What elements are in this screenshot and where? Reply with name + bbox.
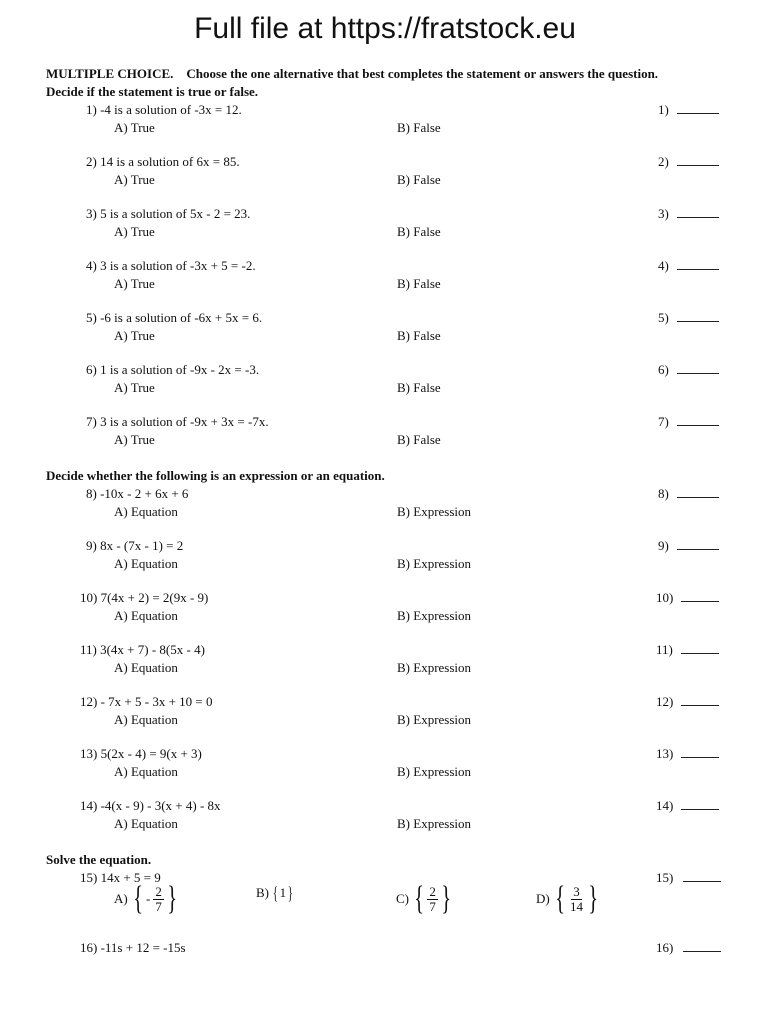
choice-b[interactable]: B) False [397,328,441,343]
choice-a[interactable]: A) True [114,172,155,187]
left-brace-icon: { [132,880,143,917]
answer-blank[interactable] [681,747,719,758]
choice-a[interactable]: A) True [114,276,155,291]
choice-b[interactable]: B) Expression [397,556,472,571]
answer-slot [658,102,719,118]
answer-blank[interactable] [677,363,719,374]
answer-blank[interactable] [681,799,719,810]
answer-number: 3) [658,206,669,221]
answer-slot [656,694,719,710]
choice-b[interactable]: B) Expression [397,608,472,623]
right-brace-icon: } [287,883,294,903]
answer-blank[interactable] [681,643,719,654]
question-text: 9) 8x - (7x - 1) = 2 [86,538,184,553]
fraction [568,885,585,914]
answer-number: 1) [658,102,669,117]
question-text: 11) 3(4x + 7) - 8(5x - 4) [80,642,205,657]
answer-slot [658,310,719,326]
denominator: 7 [429,898,436,914]
answer-blank[interactable] [677,259,719,270]
answer-slot [658,258,719,274]
question-text: 8) -10x - 2 + 6x + 6 [86,486,189,501]
answer-slot [656,940,721,956]
choice-value: 1 [279,885,287,900]
answer-slot [658,362,719,378]
answer-blank[interactable] [677,539,719,550]
denominator: 14 [570,898,584,914]
choice-b[interactable]: B) False [397,120,441,135]
answer-slot [656,642,719,658]
answer-number: 5) [658,310,669,325]
denominator: 7 [155,898,162,914]
answer-slot [656,590,719,606]
answer-blank[interactable] [677,311,719,322]
choice-a[interactable]: A) Equation [114,712,178,727]
left-brace-icon: { [554,880,565,917]
answer-number: 12) [656,694,674,709]
choice-a[interactable]: A) Equation [114,608,178,623]
answer-number: 4) [658,258,669,273]
choice-d[interactable] [536,882,601,916]
choice-a[interactable] [114,882,180,916]
question-text: 12) - 7x + 5 - 3x + 10 = 0 [80,694,213,709]
numerator: 2 [429,883,436,899]
choice-label: D) [536,891,550,906]
answer-number: 10) [656,590,674,605]
right-brace-icon: } [588,880,599,917]
question-text: 10) 7(4x + 2) = 2(9x - 9) [80,590,209,605]
choice-b[interactable] [256,884,295,902]
right-brace-icon: } [441,880,451,917]
numerator: 2 [155,883,162,899]
answer-slot [656,870,721,886]
choice-a[interactable]: A) True [114,224,155,239]
numerator: 3 [573,883,580,899]
choice-a[interactable]: A) True [114,328,155,343]
answer-blank[interactable] [683,941,721,952]
answer-slot [656,798,719,814]
choice-label: C) [396,891,409,906]
question-text: 14) -4(x - 9) - 3(x + 4) - 8x [80,798,221,813]
answer-number: 15) [656,870,674,885]
choice-label: B) [256,885,269,900]
choice-b[interactable]: B) False [397,276,441,291]
right-brace-icon: } [167,880,177,917]
answer-blank[interactable] [677,487,719,498]
answer-slot [658,414,719,430]
question-text: 2) 14 is a solution of 6x = 85. [86,154,240,169]
answer-blank[interactable] [677,155,719,166]
choice-a[interactable]: A) True [114,432,155,447]
answer-number: 13) [656,746,674,761]
choice-b[interactable]: B) Expression [397,816,472,831]
answer-slot [658,206,719,222]
question-text: 13) 5(2x - 4) = 9(x + 3) [80,746,202,761]
choice-b[interactable]: B) Expression [397,712,472,727]
answer-slot [658,486,719,502]
choice-a[interactable]: A) Equation [114,660,178,675]
section-heading-expression-equation: Decide whether the following is an expression or an equation. [46,468,385,483]
choice-b[interactable]: B) Expression [397,764,472,779]
answer-slot [658,538,719,554]
choice-a[interactable]: A) Equation [114,504,178,519]
answer-blank[interactable] [677,103,719,114]
choice-b[interactable]: B) Expression [397,660,472,675]
choice-c[interactable] [396,882,454,916]
choice-a[interactable]: A) True [114,120,155,135]
fraction [427,885,438,914]
answer-blank[interactable] [683,871,721,882]
choice-b[interactable]: B) False [397,172,441,187]
choice-a[interactable]: A) Equation [114,816,178,831]
choice-b[interactable]: B) False [397,432,441,447]
instructions-label: MULTIPLE CHOICE. [46,66,174,81]
answer-number: 16) [656,940,674,955]
answer-number: 6) [658,362,669,377]
question-text: 15) 14x + 5 = 9 [80,870,161,885]
answer-blank[interactable] [681,591,719,602]
minus-sign: - [146,891,151,906]
question-text: 16) -11s + 12 = -15s [80,940,186,955]
source-banner: Full file at https://fratstock.eu [194,12,576,45]
question-text: 7) 3 is a solution of -9x + 3x = -7x. [86,414,269,429]
question-text: 4) 3 is a solution of -3x + 5 = -2. [86,258,256,273]
choice-label: A) [114,891,128,906]
instructions-text: Choose the one alternative that best completes the statement or answers the question. [186,66,659,81]
choice-a[interactable]: A) True [114,380,155,395]
section-heading-true-false: Decide if the statement is true or false. [46,84,259,99]
question-text: 6) 1 is a solution of -9x - 2x = -3. [86,362,260,377]
answer-number: 7) [658,414,669,429]
answer-number: 14) [656,798,674,813]
answer-blank[interactable] [681,695,719,706]
choice-b[interactable]: B) Expression [397,504,472,519]
choice-b[interactable]: B) False [397,224,441,239]
left-brace-icon: { [272,883,278,903]
answer-slot [658,154,719,170]
answer-blank[interactable] [677,415,719,426]
instructions-line [46,66,658,82]
answer-number: 9) [658,538,669,553]
answer-slot [656,746,719,762]
question-text: 1) -4 is a solution of -3x = 12. [86,102,242,117]
left-brace-icon: { [414,880,425,917]
choice-a[interactable]: A) Equation [114,764,178,779]
answer-number: 11) [656,642,673,657]
answer-number: 2) [658,154,669,169]
fraction [153,885,164,914]
answer-blank[interactable] [677,207,719,218]
choice-b[interactable]: B) False [397,380,441,395]
section-heading-solve: Solve the equation. [46,852,152,867]
choice-a[interactable]: A) Equation [114,556,178,571]
question-text: 3) 5 is a solution of 5x - 2 = 23. [86,206,251,221]
question-text: 5) -6 is a solution of -6x + 5x = 6. [86,310,263,325]
answer-number: 8) [658,486,669,501]
